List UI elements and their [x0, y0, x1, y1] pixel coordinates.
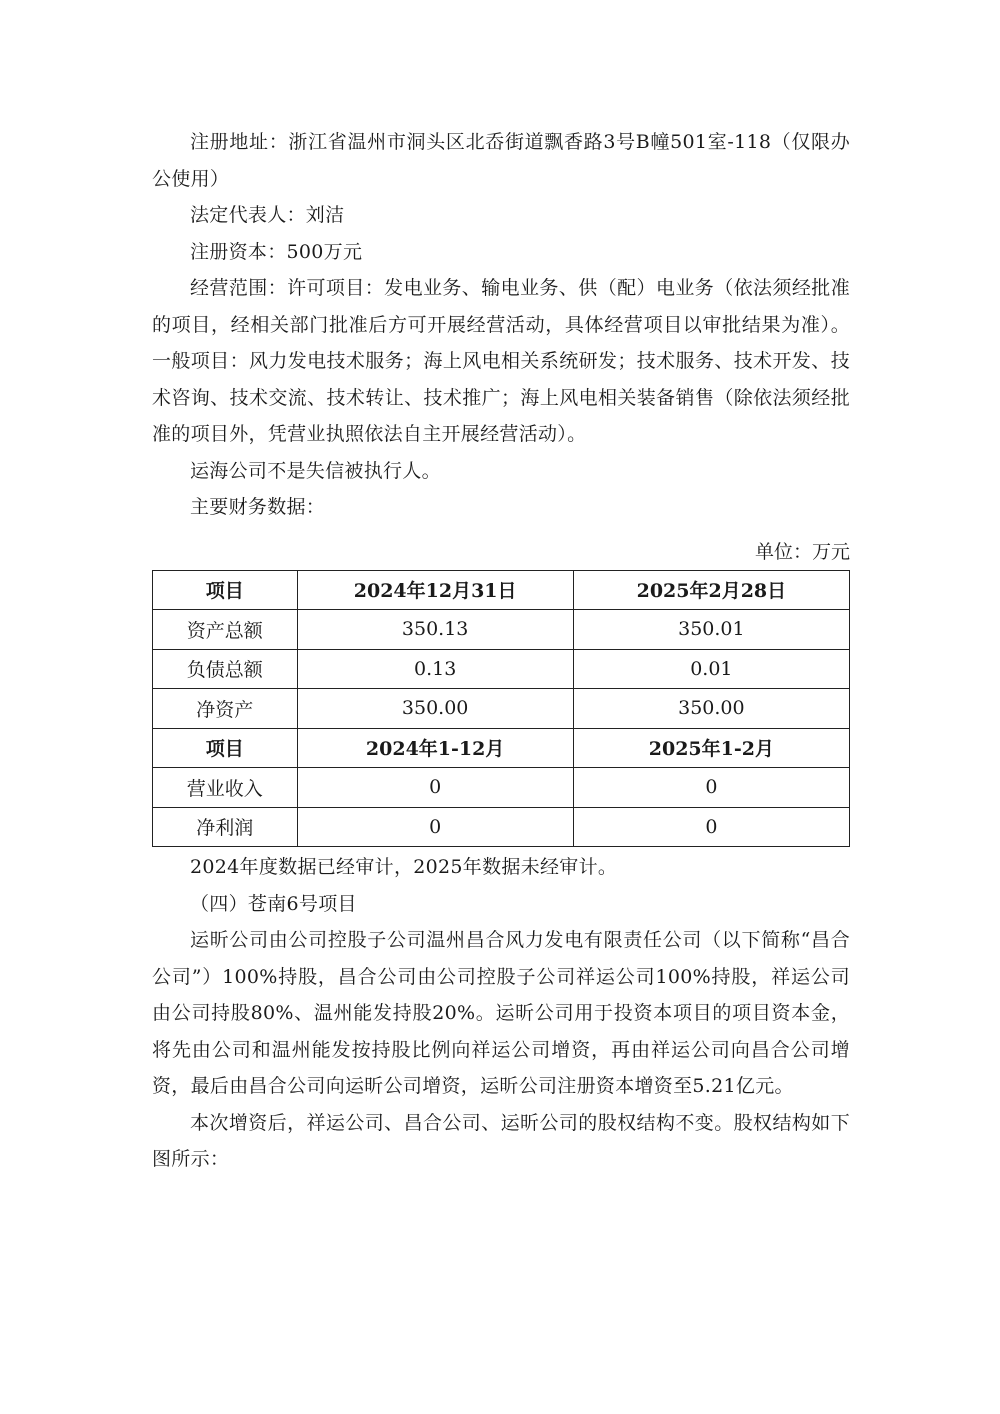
table-cell: 0 [573, 807, 849, 847]
header-cell: 2024年12月31日 [297, 570, 573, 610]
financial-intro: 主要财务数据： [190, 496, 326, 518]
legal-representative: 法定代表人：刘洁 [190, 204, 345, 226]
table-row [153, 649, 850, 689]
table-header-row [153, 570, 850, 610]
header-cell: 2024年1-12月 [297, 728, 573, 768]
table-cell: 350.13 [297, 610, 573, 650]
registered-address: 注册地址：浙江省温州市洞头区北岙街道飘香路3号B幢501室-118（仅限办公使用） [152, 131, 850, 190]
document-page [152, 124, 850, 1178]
table-cell: 350.00 [297, 689, 573, 729]
header-cell: 项目 [153, 570, 298, 610]
section-title: （四）苍南6号项目 [190, 892, 357, 915]
table-cell: 净资产 [153, 689, 298, 729]
table-row [153, 610, 850, 650]
shareholding-paragraph: 运昕公司由公司控股子公司温州昌合风力发电有限责任公司（以下简称“昌合公司”）100%持股，昌合公司由公司控股子公司祥运公司100%持股，祥运公司由公司持股80%、温州能发持股20%。运昕公司用于投资本项目的项目资本金，将先由公司和温州能发按持股比例向祥运公司增资，再由祥运公司向昌合公司增资，最后由昌合公司向运昕公司增资，运昕公司注册资本增资至5.21亿元。 [152, 929, 850, 1097]
table-header-row [153, 728, 850, 768]
header-cell: 项目 [153, 728, 298, 768]
table-cell: 0.01 [573, 649, 849, 689]
table-cell: 净利润 [153, 807, 298, 847]
dishonest-status: 运海公司不是失信被执行人。 [190, 459, 441, 482]
table-cell: 负债总额 [153, 649, 298, 689]
table-cell: 0 [297, 768, 573, 808]
financial-table [152, 570, 850, 848]
table-cell: 0 [297, 807, 573, 847]
table-cell: 350.01 [573, 610, 849, 650]
table-row [153, 768, 850, 808]
table-row [153, 807, 850, 847]
table-cell: 资产总额 [153, 610, 298, 650]
header-cell: 2025年1-2月 [573, 728, 849, 768]
header-cell: 2025年2月28日 [573, 570, 849, 610]
table-unit: 单位：万元 [754, 540, 850, 563]
business-scope: 经营范围：许可项目：发电业务、输电业务、供（配）电业务（依法须经批准的项目，经相关部门批准后方可开展经营活动，具体经营项目以审批结果为准）。一般项目：风力发电技术服务；海上风电相关系统研发；技术服务、技术开发、技术咨询、技术交流、技术转让、技术推广；海上风电相关装备销售（除依法须经批准的项目外，凭营业执照依法自主开展经营活动）。 [152, 277, 850, 445]
equity-structure-paragraph: 本次增资后，祥运公司、昌合公司、运昕公司的股权结构不变。股权结构如下图所示： [152, 1111, 850, 1170]
table-row [153, 689, 850, 729]
audit-note: 2024年度数据已经审计，2025年数据未经审计。 [190, 856, 618, 878]
table-cell: 0 [573, 768, 849, 808]
table-cell: 营业收入 [153, 768, 298, 808]
registered-capital: 注册资本：500万元 [190, 240, 363, 263]
table-cell: 0.13 [297, 649, 573, 689]
table-cell: 350.00 [573, 689, 849, 729]
